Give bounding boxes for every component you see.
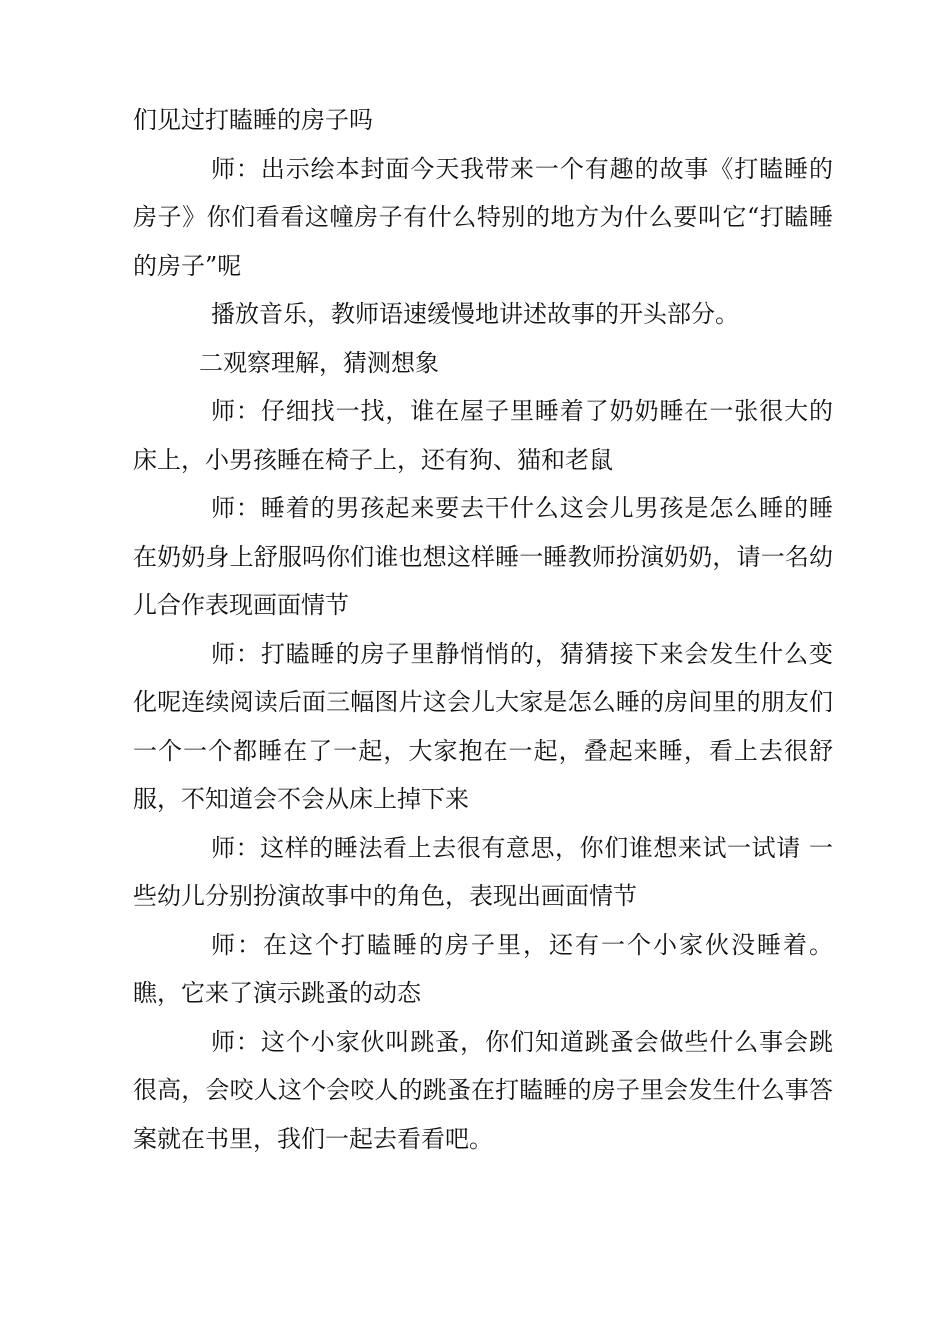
paragraph-teacher-find: 师：仔细找一找，谁在屋子里睡着了奶奶睡在一张很大的床上，小男孩睡在椅子上，还有狗、猫和老鼠	[133, 397, 833, 474]
paragraph-teacher-flea: 师：这个小家伙叫跳蚤，你们知道跳蚤会做些什么事会跳很高，会咬人这个会咬人的跳蚤在打瞌睡的房子里会发生什么事答案就在书里，我们一起去看看吧。	[133, 1027, 833, 1153]
paragraph-teacher-quiet: 师：打瞌睡的房子里静悄悄的，猜猜接下来会发生什么变化呢连续阅读后面三幅图片这会儿大家是怎么睡的房间里的朋友们一个一个都睡在了一起，大家抱在一起，叠起来睡，看上去很舒服，不知道会不会从床上掉下来	[133, 639, 833, 813]
paragraph-teacher-try: 师：这样的睡法看上去很有意思，你们谁想来试一试请 一些幼儿分别扮演故事中的角色，表现出画面情节	[133, 833, 833, 910]
paragraph-teacher-boy: 师：睡着的男孩起来要去干什么这会儿男孩是怎么睡的睡在奶奶身上舒服吗你们谁也想这样睡一睡教师扮演奶奶，请一名幼儿合作表现画面情节	[133, 494, 833, 619]
paragraph-continuation: 们见过打瞌睡的房子吗	[133, 106, 373, 134]
paragraph-play-music: 播放音乐，教师语速缓慢地讲述故事的开头部分。	[211, 300, 739, 328]
paragraph-teacher-cover: 师：出示绘本封面今天我带来一个有趣的故事《打瞌睡的房子》你们看看这幢房子有什么特别的地方为什么要叫它“打瞌睡的房子”呢	[133, 154, 833, 280]
paragraph-teacher-awake: 师：在这个打瞌睡的房子里，还有一个小家伙没睡着。瞧，它来了演示跳蚤的动态	[133, 930, 833, 1007]
document-body	[133, 96, 833, 1163]
section-heading: 二观察理解，猜测想象	[199, 348, 439, 377]
